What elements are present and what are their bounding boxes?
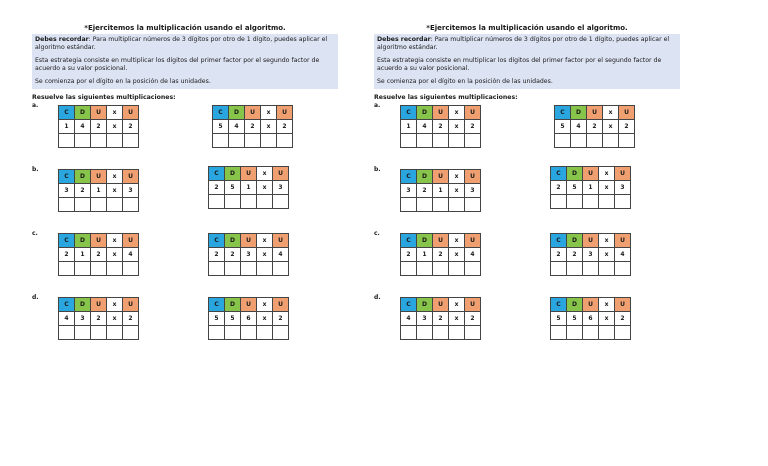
header-u: U: [241, 234, 257, 248]
answer-cell[interactable]: [59, 198, 75, 212]
header-u: U: [433, 298, 449, 312]
answer-cell[interactable]: [599, 262, 615, 276]
header-d: D: [75, 170, 91, 184]
header-u2: U: [465, 170, 481, 184]
header-d: D: [417, 234, 433, 248]
info-bold-lead: Debes recordar: [377, 36, 431, 43]
header-x: x: [107, 234, 123, 248]
header-d: D: [225, 167, 241, 181]
header-c: C: [59, 170, 75, 184]
answer-cell[interactable]: [587, 134, 603, 148]
answer-cell[interactable]: [465, 326, 481, 340]
grid-d-left: [58, 297, 139, 340]
multiplier: 3: [273, 181, 289, 195]
header-u: U: [583, 234, 599, 248]
digit-c: 2: [209, 248, 225, 262]
header-u: U: [241, 167, 257, 181]
answer-cell[interactable]: [257, 326, 273, 340]
digit-u: 6: [583, 312, 599, 326]
answer-cell[interactable]: [449, 262, 465, 276]
header-d: D: [75, 106, 91, 120]
digit-d: 4: [229, 120, 245, 134]
info-box: [374, 34, 680, 89]
exercise-row-d: [32, 294, 338, 358]
row-label: c.: [32, 230, 38, 237]
header-x: x: [603, 106, 619, 120]
digit-u: 1: [433, 184, 449, 198]
worksheet-right: [374, 22, 680, 358]
header-u2: U: [615, 234, 631, 248]
digit-u: 1: [91, 184, 107, 198]
header-d: D: [75, 298, 91, 312]
header-c: C: [401, 298, 417, 312]
answer-cell[interactable]: [225, 326, 241, 340]
multiplier: 2: [277, 120, 293, 134]
answer-cell[interactable]: [91, 326, 107, 340]
header-u: U: [91, 298, 107, 312]
digit-d: 5: [225, 312, 241, 326]
header-x: x: [261, 106, 277, 120]
answer-cell[interactable]: [245, 134, 261, 148]
worksheet-left: [32, 22, 338, 358]
row-label: a.: [32, 102, 39, 109]
answer-cell[interactable]: [615, 326, 631, 340]
digit-d: 2: [417, 184, 433, 198]
digit-c: 4: [59, 312, 75, 326]
multiplier: 2: [273, 312, 289, 326]
header-u2: U: [273, 167, 289, 181]
answer-cell[interactable]: [229, 134, 245, 148]
header-u: U: [587, 106, 603, 120]
digit-u: 6: [241, 312, 257, 326]
header-d: D: [225, 298, 241, 312]
answer-cell[interactable]: [551, 195, 567, 209]
answer-cell[interactable]: [401, 326, 417, 340]
answer-cell[interactable]: [465, 262, 481, 276]
digit-u: 2: [91, 312, 107, 326]
answer-cell[interactable]: [123, 262, 139, 276]
header-c: C: [213, 106, 229, 120]
header-u2: U: [273, 298, 289, 312]
grid-a-right: [554, 105, 635, 148]
header-u2: U: [615, 167, 631, 181]
answer-cell[interactable]: [273, 262, 289, 276]
times-sign: x: [599, 312, 615, 326]
digit-d: 5: [567, 181, 583, 195]
header-x: x: [449, 298, 465, 312]
exercise-row-c: [32, 230, 338, 294]
answer-cell[interactable]: [599, 195, 615, 209]
header-u2: U: [615, 298, 631, 312]
answer-cell[interactable]: [465, 134, 481, 148]
header-d: D: [417, 170, 433, 184]
times-sign: x: [107, 184, 123, 198]
info-line1: : Para multiplicar números de 3 dígitos por otro de 1 dígito, puedes aplicar el algoritmo estándar.: [35, 36, 328, 51]
times-sign: x: [257, 181, 273, 195]
answer-cell[interactable]: [91, 262, 107, 276]
answer-cell[interactable]: [273, 326, 289, 340]
page-title: *Ejercitemos la multiplicación usando el algoritmo.: [84, 24, 286, 32]
header-u: U: [583, 298, 599, 312]
digit-u: 2: [245, 120, 261, 134]
header-c: C: [209, 234, 225, 248]
row-label: b.: [374, 166, 381, 173]
answer-cell[interactable]: [123, 326, 139, 340]
answer-cell[interactable]: [417, 262, 433, 276]
digit-d: 3: [75, 312, 91, 326]
instruction: Resuelve las siguientes multiplicaciones:: [32, 94, 176, 101]
answer-cell[interactable]: [209, 262, 225, 276]
row-label: d.: [32, 294, 39, 301]
answer-cell[interactable]: [107, 262, 123, 276]
answer-cell[interactable]: [257, 262, 273, 276]
answer-cell[interactable]: [449, 326, 465, 340]
answer-cell[interactable]: [91, 198, 107, 212]
times-sign: x: [449, 248, 465, 262]
grid-d-right: [208, 297, 289, 340]
exercise-row-b: [32, 166, 338, 230]
header-u: U: [91, 234, 107, 248]
info-paragraph-2: Esta estrategia consiste en multiplicar los dígitos del primer factor por el segundo factor de acuerdo a su valor posicional.: [35, 57, 320, 72]
header-c: C: [209, 298, 225, 312]
grid-b-right: [208, 166, 289, 209]
times-sign: x: [449, 184, 465, 198]
answer-cell[interactable]: [213, 134, 229, 148]
header-d: D: [567, 234, 583, 248]
answer-cell[interactable]: [241, 195, 257, 209]
info-paragraph-3: Se comienza por el dígito en la posición de las unidades.: [377, 78, 553, 85]
info-paragraph-1: [35, 36, 335, 52]
digit-d: 2: [75, 184, 91, 198]
instruction: Resuelve las siguientes multiplicaciones:: [374, 94, 518, 101]
multiplier: 2: [615, 312, 631, 326]
header-x: x: [107, 298, 123, 312]
header-u2: U: [619, 106, 635, 120]
header-x: x: [449, 234, 465, 248]
multiplier: 4: [615, 248, 631, 262]
answer-cell[interactable]: [59, 134, 75, 148]
digit-d: 1: [75, 248, 91, 262]
answer-cell[interactable]: [91, 134, 107, 148]
digit-d: 4: [417, 120, 433, 134]
answer-cell[interactable]: [107, 326, 123, 340]
answer-cell[interactable]: [433, 326, 449, 340]
header-x: x: [449, 170, 465, 184]
info-paragraph-3: Se comienza por el dígito en la posición de las unidades.: [35, 78, 211, 85]
answer-cell[interactable]: [417, 134, 433, 148]
answer-cell[interactable]: [603, 134, 619, 148]
grid-c-right: [208, 233, 289, 276]
digit-u: 2: [91, 120, 107, 134]
header-d: D: [567, 298, 583, 312]
digit-d: 4: [75, 120, 91, 134]
info-line1: : Para multiplicar números de 3 dígitos por otro de 1 dígito, puedes aplicar el algoritmo estándar.: [377, 36, 670, 51]
header-x: x: [107, 170, 123, 184]
digit-u: 1: [241, 181, 257, 195]
header-d: D: [229, 106, 245, 120]
digit-d: 5: [225, 181, 241, 195]
info-bold-lead: Debes recordar: [35, 36, 89, 43]
answer-cell[interactable]: [107, 134, 123, 148]
header-c: C: [401, 234, 417, 248]
exercise-row-c: [374, 230, 680, 294]
answer-cell[interactable]: [567, 262, 583, 276]
answer-cell[interactable]: [599, 326, 615, 340]
header-c: C: [209, 167, 225, 181]
digit-c: 2: [551, 248, 567, 262]
answer-cell[interactable]: [75, 326, 91, 340]
multiplier: 4: [123, 248, 139, 262]
multiplier: 4: [273, 248, 289, 262]
exercise-row-a: [32, 102, 338, 166]
header-u: U: [245, 106, 261, 120]
multiplier: 2: [465, 312, 481, 326]
times-sign: x: [603, 120, 619, 134]
answer-cell[interactable]: [567, 326, 583, 340]
header-u2: U: [273, 234, 289, 248]
row-label: c.: [374, 230, 380, 237]
header-d: D: [417, 106, 433, 120]
header-c: C: [59, 298, 75, 312]
answer-cell[interactable]: [449, 134, 465, 148]
answer-cell[interactable]: [209, 195, 225, 209]
answer-cell[interactable]: [571, 134, 587, 148]
grid-c-right: [550, 233, 631, 276]
answer-cell[interactable]: [615, 262, 631, 276]
header-d: D: [417, 298, 433, 312]
answer-cell[interactable]: [401, 262, 417, 276]
answer-cell[interactable]: [261, 134, 277, 148]
times-sign: x: [449, 120, 465, 134]
digit-c: 3: [59, 184, 75, 198]
digit-d: 4: [571, 120, 587, 134]
header-u2: U: [123, 298, 139, 312]
times-sign: x: [449, 312, 465, 326]
grid-d-right: [550, 297, 631, 340]
header-c: C: [401, 170, 417, 184]
grid-c-left: [58, 233, 139, 276]
digit-u: 3: [241, 248, 257, 262]
header-c: C: [555, 106, 571, 120]
header-c: C: [59, 106, 75, 120]
digit-c: 2: [59, 248, 75, 262]
answer-cell[interactable]: [619, 134, 635, 148]
answer-cell[interactable]: [567, 195, 583, 209]
digit-c: 5: [213, 120, 229, 134]
row-label: a.: [374, 102, 381, 109]
answer-cell[interactable]: [433, 198, 449, 212]
answer-cell[interactable]: [465, 198, 481, 212]
answer-cell[interactable]: [273, 195, 289, 209]
digit-c: 2: [551, 181, 567, 195]
row-label: d.: [374, 294, 381, 301]
answer-cell[interactable]: [615, 195, 631, 209]
header-x: x: [599, 234, 615, 248]
header-x: x: [107, 106, 123, 120]
answer-cell[interactable]: [59, 326, 75, 340]
answer-cell[interactable]: [433, 134, 449, 148]
grid-b-left: [400, 169, 481, 212]
header-d: D: [75, 234, 91, 248]
answer-cell[interactable]: [449, 198, 465, 212]
answer-cell[interactable]: [401, 134, 417, 148]
info-box: [32, 34, 338, 89]
times-sign: x: [261, 120, 277, 134]
header-u: U: [433, 234, 449, 248]
header-c: C: [59, 234, 75, 248]
answer-cell[interactable]: [417, 326, 433, 340]
header-c: C: [401, 106, 417, 120]
times-sign: x: [599, 181, 615, 195]
digit-c: 4: [401, 312, 417, 326]
page-title: *Ejercitemos la multiplicación usando el algoritmo.: [426, 24, 628, 32]
multiplier: 2: [619, 120, 635, 134]
answer-cell[interactable]: [75, 262, 91, 276]
times-sign: x: [107, 312, 123, 326]
header-u: U: [433, 170, 449, 184]
digit-u: 2: [91, 248, 107, 262]
answer-cell[interactable]: [241, 326, 257, 340]
answer-cell[interactable]: [225, 262, 241, 276]
digit-d: 1: [417, 248, 433, 262]
grid-a-right: [212, 105, 293, 148]
grid-b-left: [58, 169, 139, 212]
digit-c: 2: [401, 248, 417, 262]
info-paragraph-2: Esta estrategia consiste en multiplicar los dígitos del primer factor por el segundo factor de acuerdo a su valor posicional.: [377, 57, 662, 72]
header-x: x: [257, 167, 273, 181]
header-u2: U: [123, 106, 139, 120]
answer-cell[interactable]: [241, 262, 257, 276]
digit-d: 2: [225, 248, 241, 262]
times-sign: x: [107, 248, 123, 262]
info-paragraph-1: [377, 36, 677, 52]
times-sign: x: [257, 312, 273, 326]
multiplier: 2: [465, 120, 481, 134]
answer-cell[interactable]: [75, 198, 91, 212]
digit-c: 1: [59, 120, 75, 134]
digit-c: 5: [209, 312, 225, 326]
header-d: D: [571, 106, 587, 120]
answer-cell[interactable]: [433, 262, 449, 276]
header-u: U: [583, 167, 599, 181]
header-u: U: [241, 298, 257, 312]
grid-b-right: [550, 166, 631, 209]
header-u2: U: [123, 234, 139, 248]
answer-cell[interactable]: [551, 326, 567, 340]
digit-c: 5: [555, 120, 571, 134]
answer-cell[interactable]: [123, 198, 139, 212]
header-u2: U: [465, 234, 481, 248]
digit-u: 2: [587, 120, 603, 134]
header-c: C: [551, 298, 567, 312]
times-sign: x: [257, 248, 273, 262]
answer-cell[interactable]: [257, 195, 273, 209]
header-u: U: [91, 106, 107, 120]
header-c: C: [551, 167, 567, 181]
answer-cell[interactable]: [583, 326, 599, 340]
digit-c: 2: [209, 181, 225, 195]
digit-u: 2: [433, 120, 449, 134]
header-x: x: [257, 234, 273, 248]
multiplier: 2: [123, 120, 139, 134]
digit-c: 3: [401, 184, 417, 198]
answer-cell[interactable]: [583, 195, 599, 209]
times-sign: x: [599, 248, 615, 262]
header-x: x: [599, 298, 615, 312]
header-u2: U: [277, 106, 293, 120]
header-u2: U: [123, 170, 139, 184]
header-x: x: [257, 298, 273, 312]
answer-cell[interactable]: [551, 262, 567, 276]
digit-d: 5: [567, 312, 583, 326]
digit-d: 3: [417, 312, 433, 326]
header-d: D: [567, 167, 583, 181]
multiplier: 3: [465, 184, 481, 198]
answer-cell[interactable]: [75, 134, 91, 148]
digit-c: 1: [401, 120, 417, 134]
multiplier: 4: [465, 248, 481, 262]
digit-u: 2: [433, 248, 449, 262]
times-sign: x: [107, 120, 123, 134]
header-u2: U: [465, 298, 481, 312]
header-x: x: [599, 167, 615, 181]
answer-cell[interactable]: [59, 262, 75, 276]
header-d: D: [225, 234, 241, 248]
grid-a-left: [400, 105, 481, 148]
digit-d: 2: [567, 248, 583, 262]
answer-cell[interactable]: [401, 198, 417, 212]
answer-cell[interactable]: [123, 134, 139, 148]
answer-cell[interactable]: [583, 262, 599, 276]
exercise-row-d: [374, 294, 680, 358]
digit-u: 2: [433, 312, 449, 326]
multiplier: 3: [123, 184, 139, 198]
header-c: C: [551, 234, 567, 248]
answer-cell[interactable]: [209, 326, 225, 340]
grid-d-left: [400, 297, 481, 340]
answer-cell[interactable]: [107, 198, 123, 212]
header-u2: U: [465, 106, 481, 120]
digit-c: 5: [551, 312, 567, 326]
row-label: b.: [32, 166, 39, 173]
answer-cell[interactable]: [225, 195, 241, 209]
grid-a-left: [58, 105, 139, 148]
header-x: x: [449, 106, 465, 120]
header-u: U: [91, 170, 107, 184]
digit-u: 3: [583, 248, 599, 262]
exercise-row-b: [374, 166, 680, 230]
answer-cell[interactable]: [417, 198, 433, 212]
digit-u: 1: [583, 181, 599, 195]
multiplier: 2: [123, 312, 139, 326]
answer-cell[interactable]: [555, 134, 571, 148]
answer-cell[interactable]: [277, 134, 293, 148]
grid-c-left: [400, 233, 481, 276]
header-u: U: [433, 106, 449, 120]
exercise-row-a: [374, 102, 680, 166]
multiplier: 3: [615, 181, 631, 195]
